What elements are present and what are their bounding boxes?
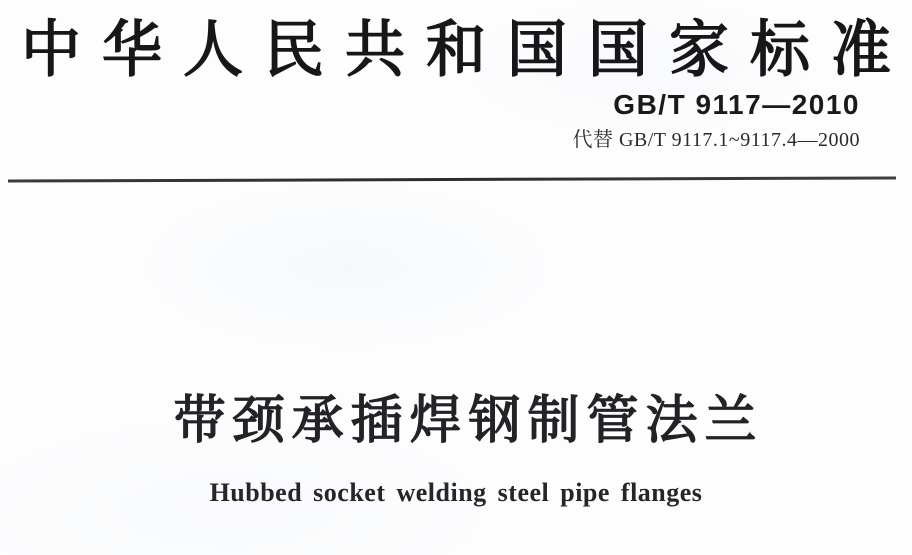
document-title-chinese: 带颈承插焊钢制管法兰 [173, 392, 764, 450]
document-title-english: Hubbed socket welding steel pipe flanges [209, 478, 703, 507]
header-rule [8, 176, 896, 182]
national-standard-header: 中华人民共和国国家标准 [21, 16, 912, 84]
standard-code-block [572, 90, 860, 152]
replaces-note: 代替 GB/T 9117.1~9117.4—2000 [572, 128, 860, 151]
standard-code: GB/T 9117—2010 [613, 89, 860, 120]
